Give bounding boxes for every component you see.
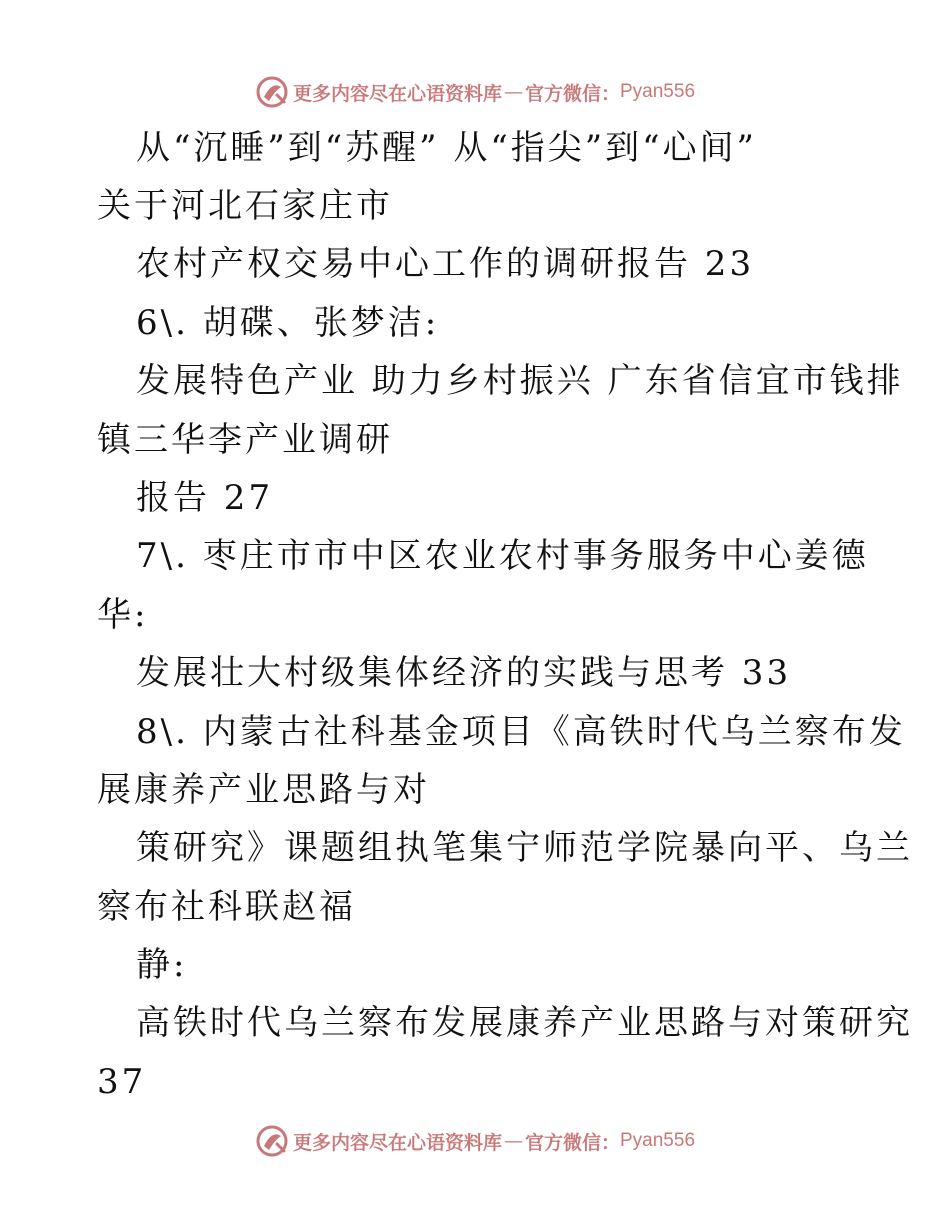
watermark-wechat-label: 官方微信：	[524, 82, 620, 105]
toc-line: 华:	[97, 595, 149, 635]
toc-line: 高铁时代乌兰察布发展康养产业思路与对策研究	[136, 1003, 913, 1043]
brand-logo-icon	[255, 1124, 289, 1158]
watermark-dash: —	[503, 1130, 523, 1152]
watermark-banner-bottom	[0, 1121, 950, 1161]
toc-line: 37	[97, 1062, 147, 1102]
watermark-wechat-id: Pyan556	[620, 81, 696, 102]
watermark-wechat-label: 官方微信：	[524, 1131, 620, 1154]
toc-line: 静:	[136, 945, 188, 985]
toc-line: 察布社科联赵福	[97, 887, 356, 927]
watermark-title: 更多内容尽在心语资料库	[292, 1131, 502, 1154]
toc-line: 关于河北石家庄市	[97, 186, 393, 226]
toc-line: 展康养产业思路与对	[97, 770, 430, 810]
watermark-dash: —	[503, 81, 523, 103]
toc-line: 报告 27	[136, 478, 274, 518]
toc-line: 发展特色产业 助力乡村振兴 广东省信宜市钱排	[136, 361, 904, 401]
toc-line: 发展壮大村级集体经济的实践与思考 33	[136, 653, 792, 693]
watermark-wechat-id: Pyan556	[620, 1130, 696, 1151]
toc-line: 6\. 胡碟、张梦洁:	[136, 303, 440, 343]
toc-line: 农村产权交易中心工作的调研报告 23	[136, 244, 755, 284]
watermark-title: 更多内容尽在心语资料库	[292, 82, 502, 105]
toc-line: 从“沉睡”到“苏醒” 从“指尖”到“心间”	[136, 128, 757, 168]
toc-line: 8\. 内蒙古社科基金项目《高铁时代乌兰察布发	[136, 712, 906, 752]
toc-line: 7\. 枣庄市市中区农业农村事务服务中心姜德	[136, 536, 869, 576]
toc-line: 策研究》课题组执笔集宁师范学院暴向平、乌兰	[136, 828, 913, 868]
toc-line: 镇三华李产业调研	[97, 420, 393, 460]
